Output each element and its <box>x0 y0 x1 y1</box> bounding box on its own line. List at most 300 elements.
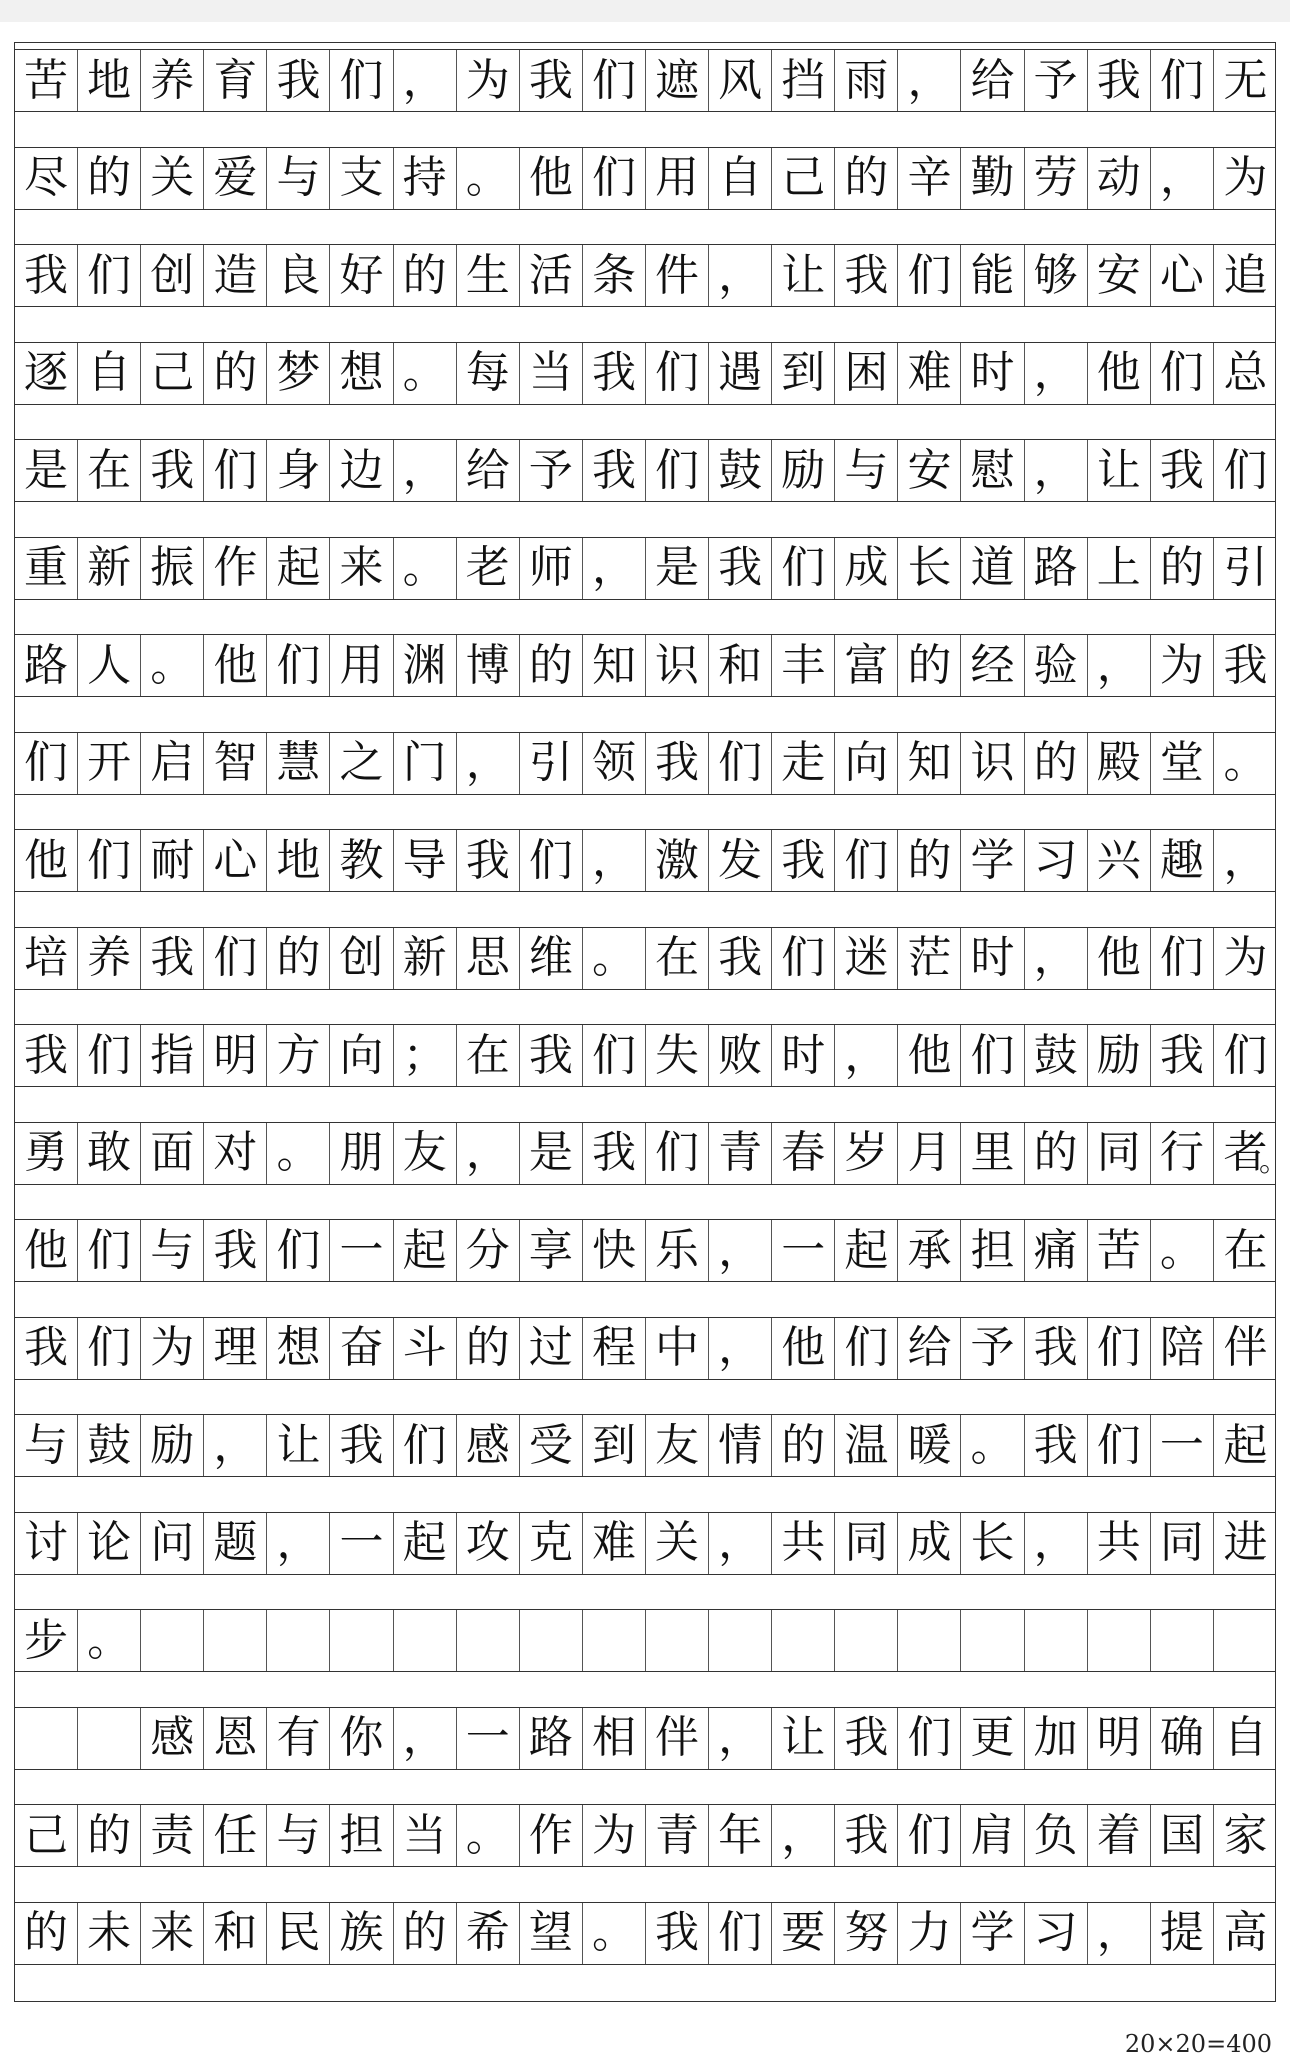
grid-cell: 有 <box>267 1708 330 1769</box>
grid-cell: ， <box>457 733 520 794</box>
grid-cell: 们 <box>78 1025 141 1086</box>
grid-cell: 兴 <box>1088 830 1151 891</box>
grid-cell: ， <box>394 50 457 111</box>
grid-cell: 青 <box>646 1805 709 1866</box>
grid-cell: 学 <box>962 830 1025 891</box>
grid-cell: 己 <box>141 343 204 404</box>
grid-cell: 方 <box>267 1025 330 1086</box>
grid-cell: 时 <box>962 343 1025 404</box>
grid-cell: 望 <box>520 1903 583 1964</box>
grid-cell: 一 <box>1151 1415 1214 1476</box>
grid-cell <box>835 1610 898 1671</box>
grid-cell <box>898 1610 961 1671</box>
grid-cell: 确 <box>1151 1708 1214 1769</box>
grid-cell <box>457 1610 520 1671</box>
grid-cell: 国 <box>1151 1805 1214 1866</box>
grid-cell: 与 <box>15 1415 78 1476</box>
grid-cell: 我 <box>1151 1025 1214 1086</box>
grid-row <box>15 1024 1275 1087</box>
grid-cell: 的 <box>898 830 961 891</box>
grid-cell: 良 <box>267 245 330 306</box>
grid-cell: 们 <box>772 538 835 599</box>
grid-cell: 创 <box>141 245 204 306</box>
grid-cell: 伴 <box>1223 1322 1268 1373</box>
grid-cell: 的 <box>394 245 457 306</box>
grid-cell: ， <box>1088 1903 1151 1964</box>
grid-cell: 识 <box>962 733 1025 794</box>
grid-cell: 鼓 <box>78 1415 141 1476</box>
grid-cell: 的 <box>1025 1123 1088 1184</box>
grid-cell <box>78 1708 141 1769</box>
grid-cell: 享 <box>520 1220 583 1281</box>
grid-cell: 门 <box>394 733 457 794</box>
grid-cell: 。 <box>583 928 646 989</box>
overflow-punctuation: 。 <box>1259 1143 1289 1179</box>
grid-cell: 力 <box>898 1903 961 1964</box>
grid-cell: 向 <box>835 733 898 794</box>
grid-cell: 尽 <box>15 148 78 209</box>
grid-cell: 励 <box>1088 1025 1151 1086</box>
grid-cell: 们 <box>583 1025 646 1086</box>
grid-cell: ， <box>709 1220 772 1281</box>
grid-cell: 。 <box>394 343 457 404</box>
grid-cell: 来 <box>141 1903 204 1964</box>
grid-cell: 面 <box>141 1123 204 1184</box>
grid-cell: 我 <box>141 928 204 989</box>
grid-row <box>15 1317 1275 1380</box>
grid-cell: 攻 <box>457 1513 520 1574</box>
grid-cell: 与 <box>835 440 898 501</box>
grid-cell: 的 <box>835 148 898 209</box>
grid-cell: ， <box>1088 635 1151 696</box>
grid-cell: 给 <box>457 440 520 501</box>
grid-cell: 克 <box>520 1513 583 1574</box>
grid-cell: 鼓 <box>1025 1025 1088 1086</box>
grid-cell: ， <box>394 1708 457 1769</box>
grid-cell: 同 <box>1088 1123 1151 1184</box>
grid-cell: 作 <box>520 1805 583 1866</box>
grid-cell: 长 <box>898 538 961 599</box>
grid-cell: 自 <box>1223 1712 1268 1763</box>
grid-cell: 逐 <box>15 343 78 404</box>
grid-cell: 堂 <box>1151 733 1214 794</box>
grid-cell: 。 <box>394 538 457 599</box>
grid-cell: 。 <box>583 1903 646 1964</box>
grid-cell: 学 <box>962 1903 1025 1964</box>
grid-cell: 身 <box>267 440 330 501</box>
grid-cell: 心 <box>204 830 267 891</box>
grid-cell: 予 <box>962 1318 1025 1379</box>
grid-cell: ， <box>1151 148 1214 209</box>
grid-cell: 路 <box>15 635 78 696</box>
grid-cell: 他 <box>204 635 267 696</box>
top-band <box>0 0 1290 22</box>
grid-cell: 作 <box>204 538 267 599</box>
grid-cell: 为 <box>141 1318 204 1379</box>
grid-cell: 。 <box>1151 1220 1214 1281</box>
grid-cell: 爱 <box>204 148 267 209</box>
grid-cell: 我 <box>1223 639 1268 691</box>
grid-cell: 着 <box>1088 1805 1151 1866</box>
grid-cell: 之 <box>331 733 394 794</box>
grid-row <box>15 634 1275 697</box>
grid-cell: 劳 <box>1025 148 1088 209</box>
grid-cell: 们 <box>646 1123 709 1184</box>
grid-cell: 造 <box>204 245 267 306</box>
grid-cell: 承 <box>898 1220 961 1281</box>
grid-cell: 到 <box>772 343 835 404</box>
grid-cell: 领 <box>583 733 646 794</box>
grid-cell: 和 <box>204 1903 267 1964</box>
grid-cell: 创 <box>331 928 394 989</box>
grid-cell: 发 <box>709 830 772 891</box>
grid-cell: 路 <box>1025 538 1088 599</box>
grid-cell: 新 <box>78 538 141 599</box>
grid-cell: 在 <box>78 440 141 501</box>
grid-cell: ， <box>1223 834 1268 886</box>
grid-cell: 的 <box>520 635 583 696</box>
grid-cell: 地 <box>78 50 141 111</box>
grid-cell: 我 <box>15 245 78 306</box>
grid-cell: 们 <box>204 928 267 989</box>
grid-cell: 励 <box>141 1415 204 1476</box>
grid-cell: 安 <box>898 440 961 501</box>
grid-cell: ， <box>898 50 961 111</box>
grid-cell: 慧 <box>267 733 330 794</box>
grid-cell: 。 <box>962 1415 1025 1476</box>
grid-row <box>15 342 1275 405</box>
grid-cell: 温 <box>835 1415 898 1476</box>
grid-cell: 师 <box>520 538 583 599</box>
grid-cell: 风 <box>709 50 772 111</box>
grid-cell: 的 <box>204 343 267 404</box>
grid-cell: 我 <box>15 1318 78 1379</box>
grid-cell: 的 <box>394 1903 457 1964</box>
grid-cell: 为 <box>457 50 520 111</box>
grid-cell: 们 <box>898 245 961 306</box>
grid-cell: 起 <box>394 1513 457 1574</box>
grid-cell: ， <box>1025 1513 1088 1574</box>
grid-cell: 自 <box>78 343 141 404</box>
grid-row <box>15 927 1275 990</box>
grid-cell: 他 <box>520 148 583 209</box>
grid-cell: 程 <box>583 1318 646 1379</box>
grid-row <box>15 1122 1275 1185</box>
grid-cell: 勇 <box>15 1123 78 1184</box>
grid-cell: 生 <box>457 245 520 306</box>
grid-cell: 我 <box>520 50 583 111</box>
grid-cell: 活 <box>520 245 583 306</box>
grid-cell: 分 <box>457 1220 520 1281</box>
grid-cell: 边 <box>331 440 394 501</box>
grid-cell <box>1088 1610 1151 1671</box>
grid-cell: 努 <box>835 1903 898 1964</box>
grid-cell: 件 <box>646 245 709 306</box>
grid-cell: 我 <box>646 1903 709 1964</box>
grid-cell: 新 <box>394 928 457 989</box>
grid-cell <box>394 1610 457 1671</box>
grid-cell: ， <box>583 830 646 891</box>
grid-cell: 我 <box>646 733 709 794</box>
grid-cell: 挡 <box>772 50 835 111</box>
grid-cell: 鼓 <box>709 440 772 501</box>
grid-cell: 安 <box>1088 245 1151 306</box>
grid-cell: 他 <box>15 830 78 891</box>
grid-cell: 者 <box>1223 1127 1268 1178</box>
grid-cell: 知 <box>898 733 961 794</box>
grid-cell: 们 <box>78 1318 141 1379</box>
grid-cell: 。 <box>457 1805 520 1866</box>
grid-cell: 振 <box>141 538 204 599</box>
grid-cell: 智 <box>204 733 267 794</box>
grid-cell: 持 <box>394 148 457 209</box>
grid-cell: 道 <box>962 538 1025 599</box>
grid-cell: 同 <box>835 1513 898 1574</box>
grid-cell: 受 <box>520 1415 583 1476</box>
grid-cell: 陪 <box>1151 1318 1214 1379</box>
grid-cell: 快 <box>583 1220 646 1281</box>
grid-cell: 富 <box>835 635 898 696</box>
grid-cell: 提 <box>1151 1903 1214 1964</box>
grid-cell: 当 <box>520 343 583 404</box>
grid-cell: ， <box>1025 440 1088 501</box>
grid-cell: 高 <box>1223 1907 1268 1958</box>
grid-cell: 在 <box>1223 1224 1268 1276</box>
grid-cell: 向 <box>331 1025 394 1086</box>
grid-cell: 给 <box>898 1318 961 1379</box>
grid-cell <box>520 1610 583 1671</box>
grid-cell: 论 <box>78 1513 141 1574</box>
grid-cell: 的 <box>1151 538 1214 599</box>
grid-cell: 他 <box>898 1025 961 1086</box>
grid-cell: 让 <box>772 245 835 306</box>
grid-cell: 更 <box>962 1708 1025 1769</box>
grid-cell: 让 <box>267 1415 330 1476</box>
grid-cell: 里 <box>962 1123 1025 1184</box>
grid-cell: 他 <box>772 1318 835 1379</box>
grid-cell: 励 <box>772 440 835 501</box>
grid-cell: 是 <box>646 538 709 599</box>
grid-cell: 的 <box>898 635 961 696</box>
grid-cell: 们 <box>1223 1029 1268 1081</box>
grid-cell: 地 <box>267 830 330 891</box>
grid-row <box>15 1707 1275 1770</box>
grid-cell: 给 <box>962 50 1025 111</box>
grid-cell: 们 <box>583 148 646 209</box>
grid-cell: ， <box>709 1513 772 1574</box>
grid-cell: 勤 <box>962 148 1025 209</box>
grid-cell: 家 <box>1223 1809 1268 1861</box>
grid-cell: 知 <box>583 635 646 696</box>
grid-cell: 未 <box>78 1903 141 1964</box>
grid-cell: 我 <box>457 830 520 891</box>
grid-cell: 的 <box>1025 733 1088 794</box>
grid-cell <box>709 1610 772 1671</box>
manuscript-grid-paper <box>14 42 1289 2002</box>
grid-cell: 明 <box>1088 1708 1151 1769</box>
grid-count-footer: 20×20=400 <box>1124 2030 1272 2058</box>
grid-cell: 我 <box>1025 1415 1088 1476</box>
grid-cell: 我 <box>709 538 772 599</box>
grid-cell <box>772 1610 835 1671</box>
grid-cell: 我 <box>583 343 646 404</box>
grid-cell: 激 <box>646 830 709 891</box>
grid-cell: ， <box>709 1708 772 1769</box>
grid-cell: 年 <box>709 1805 772 1866</box>
grid-cell: 的 <box>457 1318 520 1379</box>
grid-cell: 们 <box>772 928 835 989</box>
grid-cell: 识 <box>646 635 709 696</box>
grid-cell: 难 <box>898 343 961 404</box>
grid-cell: 暖 <box>898 1415 961 1476</box>
grid-cell: 们 <box>646 440 709 501</box>
grid-cell: 每 <box>457 343 520 404</box>
grid-cell: ， <box>1025 928 1088 989</box>
grid-cell: 一 <box>331 1220 394 1281</box>
grid-cell: 乐 <box>646 1220 709 1281</box>
grid-cell: 友 <box>646 1415 709 1476</box>
grid-cell: 我 <box>520 1025 583 1086</box>
grid-cell: 能 <box>962 245 1025 306</box>
grid-cell: 感 <box>141 1708 204 1769</box>
grid-cell: 引 <box>1223 542 1268 593</box>
grid-cell: 关 <box>141 148 204 209</box>
grid-cell <box>646 1610 709 1671</box>
grid-cell: 予 <box>520 440 583 501</box>
grid-row <box>15 1512 1275 1575</box>
grid-cell: 奋 <box>331 1318 394 1379</box>
grid-cell: 我 <box>835 245 898 306</box>
grid-cell: 们 <box>898 1805 961 1866</box>
grid-cell: 总 <box>1223 347 1268 398</box>
grid-cell: 感 <box>457 1415 520 1476</box>
grid-cell: 想 <box>267 1318 330 1379</box>
grid-cell: 为 <box>1223 152 1268 203</box>
grid-cell <box>331 1610 394 1671</box>
grid-row <box>15 1609 1275 1672</box>
grid-cell: 慰 <box>962 440 1025 501</box>
grid-cell: 春 <box>772 1123 835 1184</box>
grid-cell: 博 <box>457 635 520 696</box>
grid-cell <box>1151 1610 1214 1671</box>
grid-cell: 时 <box>772 1025 835 1086</box>
grid-cell: 任 <box>204 1805 267 1866</box>
grid-row <box>15 1804 1275 1867</box>
grid-cell: 我 <box>204 1220 267 1281</box>
grid-cell <box>267 1610 330 1671</box>
grid-cell: 。 <box>267 1123 330 1184</box>
grid-cell: 上 <box>1088 538 1151 599</box>
grid-cell: 们 <box>78 245 141 306</box>
grid-cell: 青 <box>709 1123 772 1184</box>
grid-cell <box>204 1610 267 1671</box>
grid-cell: 遇 <box>709 343 772 404</box>
grid-cell: 的 <box>78 1805 141 1866</box>
grid-cell: 思 <box>457 928 520 989</box>
grid-cell: 与 <box>267 1805 330 1866</box>
grid-cell: 他 <box>1088 343 1151 404</box>
grid-cell: 友 <box>394 1123 457 1184</box>
grid-cell: 自 <box>709 148 772 209</box>
grid-cell: 们 <box>267 1220 330 1281</box>
grid-cell: 重 <box>15 538 78 599</box>
grid-cell: ， <box>709 245 772 306</box>
grid-cell: 育 <box>204 50 267 111</box>
grid-cell: 对 <box>204 1123 267 1184</box>
grid-cell: 我 <box>141 440 204 501</box>
grid-cell: 们 <box>835 1318 898 1379</box>
grid-cell: 习 <box>1025 1903 1088 1964</box>
grid-cell: 他 <box>15 1220 78 1281</box>
grid-cell: 们 <box>709 1903 772 1964</box>
grid-row <box>15 829 1275 892</box>
grid-cell: 。 <box>457 148 520 209</box>
grid-cell: 好 <box>331 245 394 306</box>
grid-cell: 相 <box>583 1708 646 1769</box>
grid-cell: 责 <box>141 1805 204 1866</box>
grid-cell: 一 <box>331 1513 394 1574</box>
grid-cell: 的 <box>78 148 141 209</box>
grid-cell: ， <box>1025 343 1088 404</box>
grid-cell: 在 <box>646 928 709 989</box>
grid-cell: 我 <box>1151 440 1214 501</box>
grid-cell: 养 <box>78 928 141 989</box>
grid-cell: 他 <box>1088 928 1151 989</box>
grid-cell: 起 <box>394 1220 457 1281</box>
grid-cell: 明 <box>204 1025 267 1086</box>
grid-cell: 朋 <box>331 1123 394 1184</box>
grid-cell: 走 <box>772 733 835 794</box>
grid-cell: 条 <box>583 245 646 306</box>
grid-cell: 辛 <box>898 148 961 209</box>
grid-cell: 雨 <box>835 50 898 111</box>
grid-cell: 是 <box>520 1123 583 1184</box>
grid-row <box>15 49 1275 112</box>
grid-cell: 们 <box>394 1415 457 1476</box>
grid-cell: 我 <box>331 1415 394 1476</box>
grid-cell: 。 <box>78 1610 141 1671</box>
grid-cell: 无 <box>1223 54 1268 106</box>
grid-cell: 们 <box>15 733 78 794</box>
grid-cell: 肩 <box>962 1805 1025 1866</box>
grid-cell: 伴 <box>646 1708 709 1769</box>
grid-cell: 培 <box>15 928 78 989</box>
grid-cell: 与 <box>141 1220 204 1281</box>
grid-cell: 渊 <box>394 635 457 696</box>
grid-cell: 们 <box>267 635 330 696</box>
grid-cell: 为 <box>1223 932 1268 983</box>
grid-cell: ； <box>394 1025 457 1086</box>
grid-cell: ， <box>457 1123 520 1184</box>
grid-row <box>15 244 1275 307</box>
grid-cell: 习 <box>1025 830 1088 891</box>
grid-cell: 追 <box>1223 249 1268 301</box>
grid-cell: 希 <box>457 1903 520 1964</box>
grid-cell: 情 <box>709 1415 772 1476</box>
grid-cell: 成 <box>835 538 898 599</box>
grid-cell: 启 <box>141 733 204 794</box>
grid-cell: 动 <box>1088 148 1151 209</box>
grid-cell: 共 <box>1088 1513 1151 1574</box>
grid-cell: 步 <box>15 1610 78 1671</box>
grid-cell: 困 <box>835 343 898 404</box>
grid-cell <box>583 1610 646 1671</box>
grid-row <box>15 1902 1275 1965</box>
grid-cell: 梦 <box>267 343 330 404</box>
grid-cell: 们 <box>520 830 583 891</box>
grid-cell: 与 <box>267 148 330 209</box>
grid-cell: 引 <box>520 733 583 794</box>
